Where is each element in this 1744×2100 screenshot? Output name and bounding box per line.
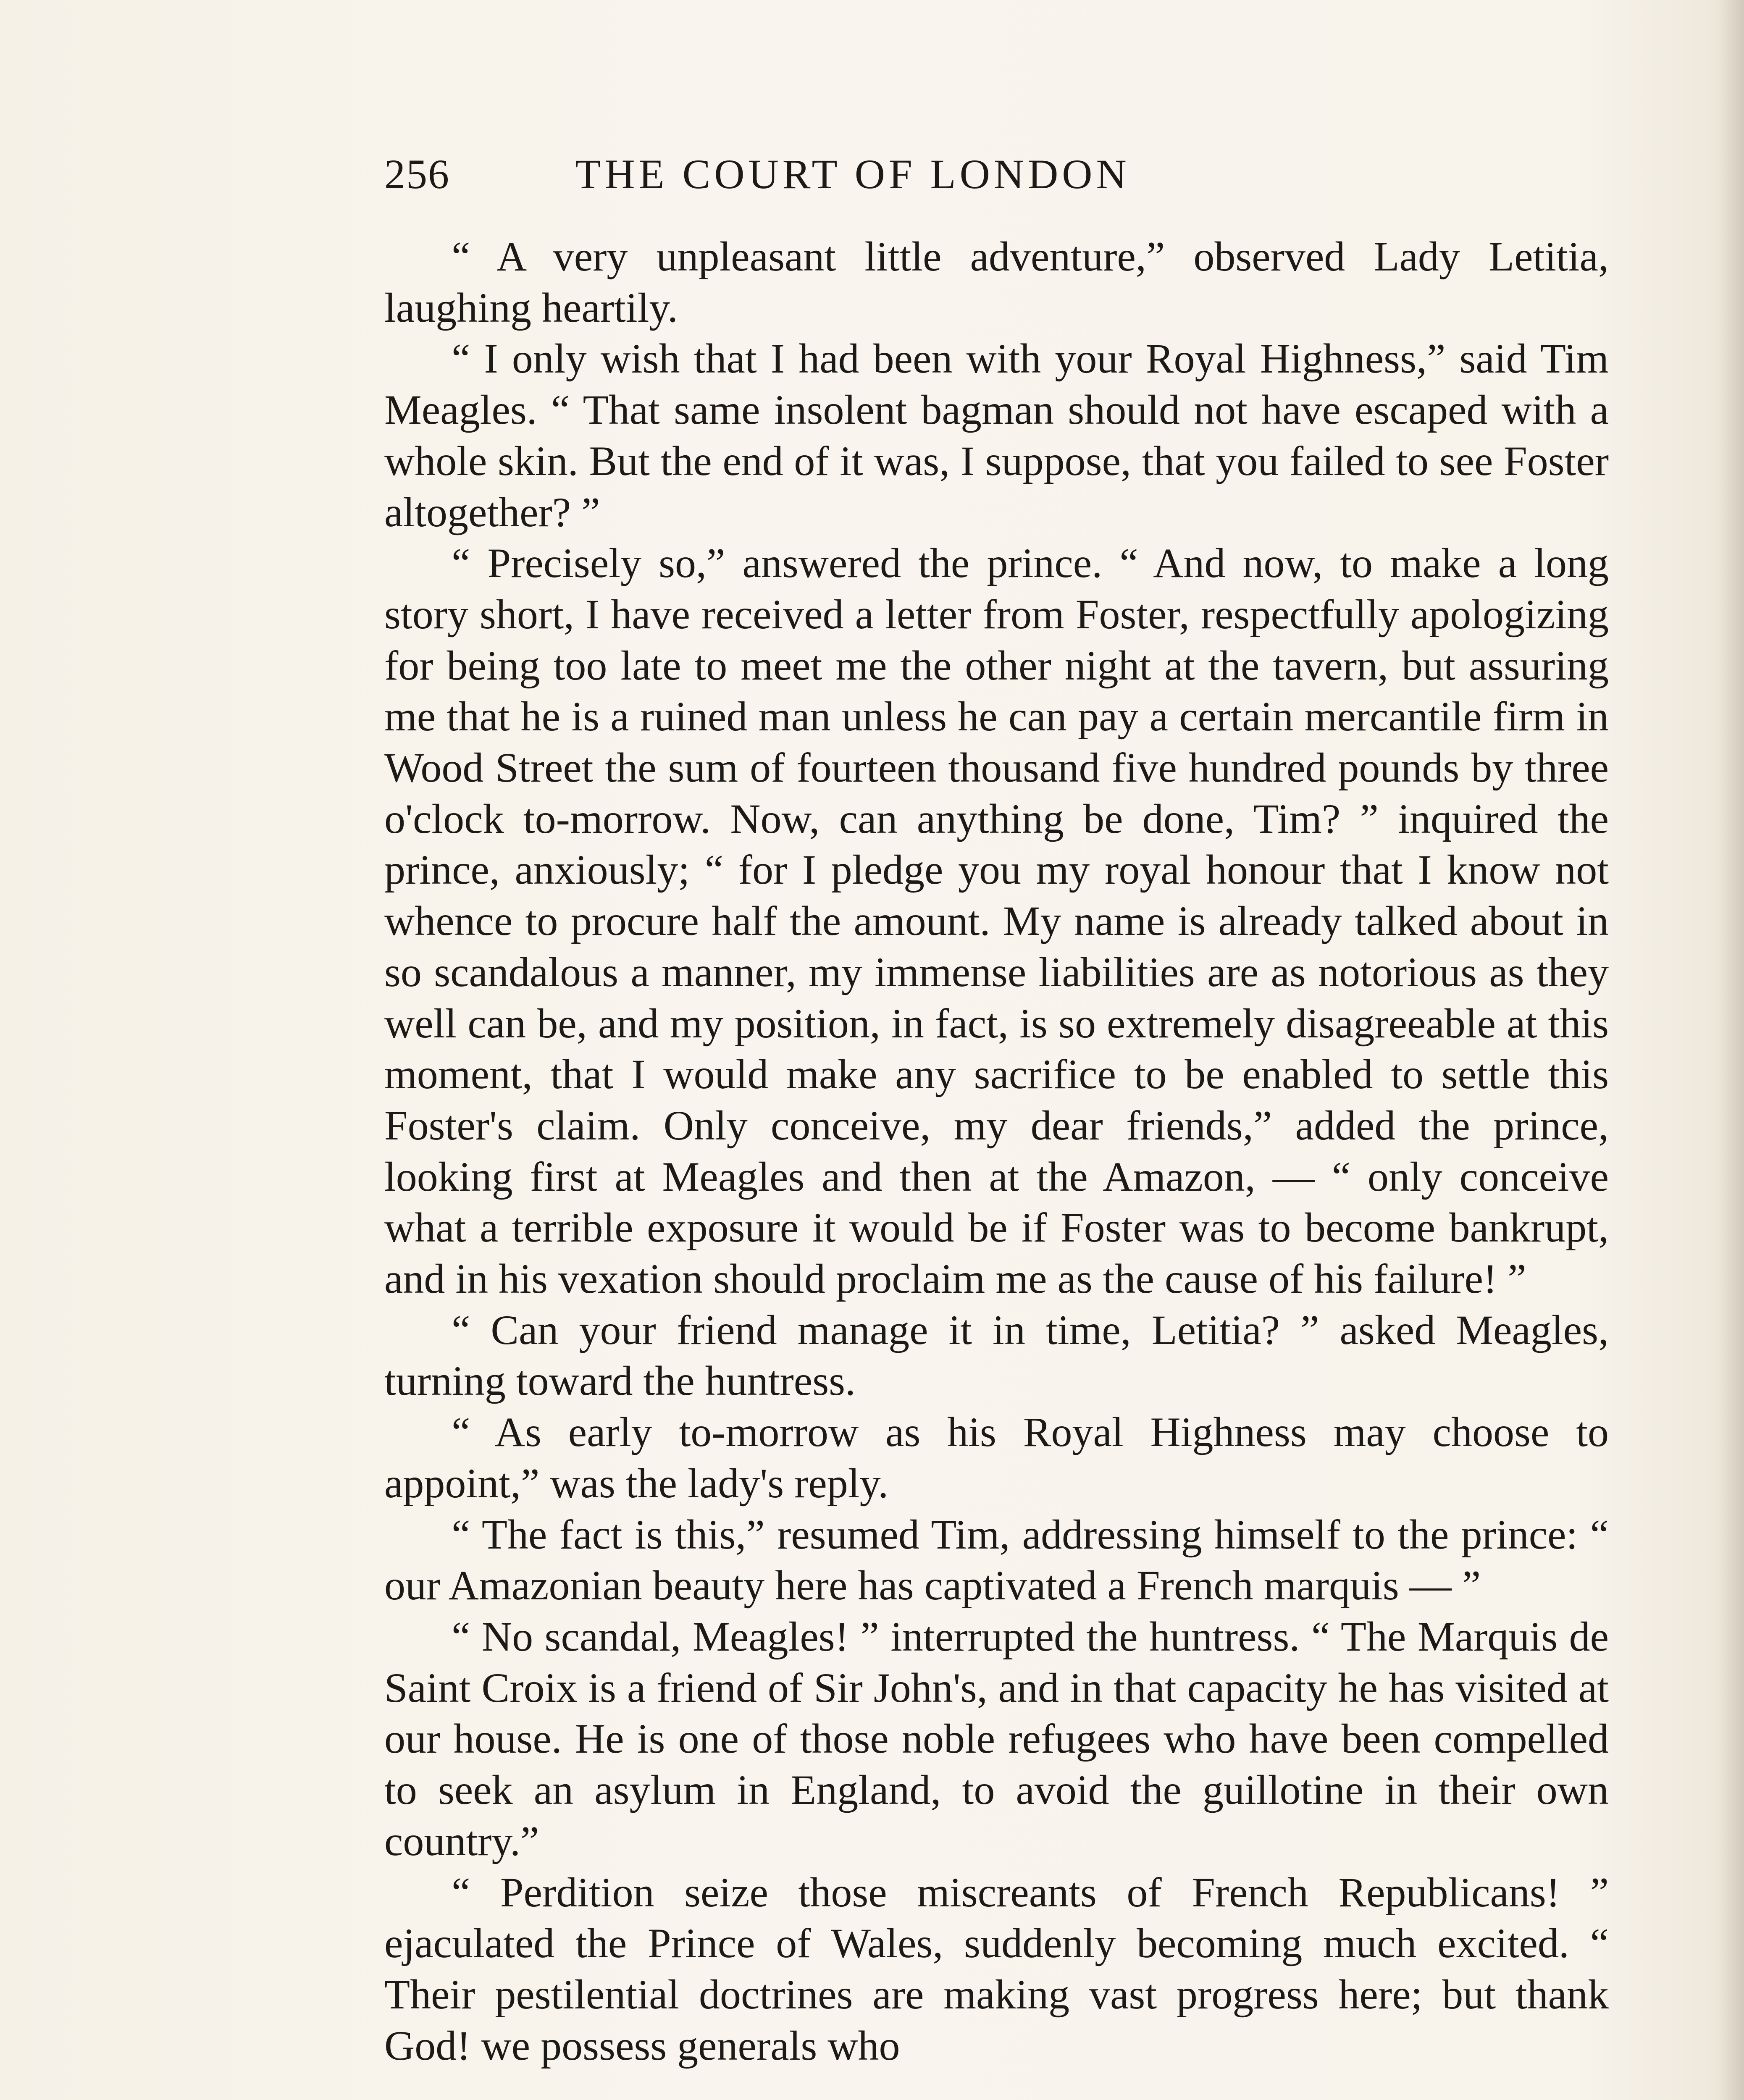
page-edge-shadow [1719, 0, 1744, 2100]
paragraph: “ The fact is this,” resumed Tim, addressing himself to the prince: “ our Amazonian beauty here has captivated a French marquis — ” [384, 1511, 1609, 1609]
paragraph: “ Can your friend manage it in time, Letitia? ” asked Meagles, turning toward the huntress. [384, 1306, 1609, 1404]
paragraph: “ Perdition seize those miscreants of French Republicans! ” ejaculated the Prince of Wales, suddenly becoming much excited. “ Their pestilential doctrines are making vast progress here; but thank God! we possess generals who [384, 1869, 1609, 2069]
paragraph: “ A very unpleasant little adventure,” observed Lady Letitia, laughing heartily. [384, 233, 1609, 331]
page-number: 256 [384, 151, 450, 197]
paragraph: “ As early to-morrow as his Royal Highness may choose to appoint,” was the lady's reply. [384, 1409, 1609, 1507]
paragraph: “ I only wish that I had been with your Royal Highness,” said Tim Meagles. “ That same insolent bagman should not have escaped with a whole skin. But the end of it was, I suppose, that you failed to see Foster altogether? ” [384, 335, 1609, 536]
page-header [384, 143, 1321, 206]
running-head: THE COURT OF LONDON [575, 151, 1130, 197]
paragraph: “ Precisely so,” answered the prince. “ And now, to make a long story short, I have received a letter from Foster, respectfully apologizing for being too late to meet me the other night at the tavern, but assuring me that he is a ruined man unless he can pay a certain mercantile firm in Wood Street the sum of fourteen thousand five hundred pounds by three o'clock to-morrow. Now, can anything be done, Tim? ” inquired the prince, anxiously; “ for I pledge you my royal honour that I know not whence to procure half the amount. My name is already talked about in so scandalous a manner, my immense liabilities are as notorious as they well can be, and my position, in fact, is so extremely disagreeable at this moment, that I would make any sacrifice to be enabled to settle this Foster's claim. Only conceive, my dear friends,” added the prince, looking first at Meagles and then at the Amazon, — “ only conceive what a terrible exposure it would be if Foster was to become bankrupt, and in his vexation should proclaim me as the cause of his failure! ” [384, 540, 1609, 1302]
paragraph: “ No scandal, Meagles! ” interrupted the huntress. “ The Marquis de Saint Croix is a friend of Sir John's, and in that capacity he has visited at our house. He is one of those noble refugees who have been compelled to seek an asylum in England, to avoid the guillotine in their own country.” [384, 1613, 1609, 1864]
text-body [384, 231, 1609, 2071]
